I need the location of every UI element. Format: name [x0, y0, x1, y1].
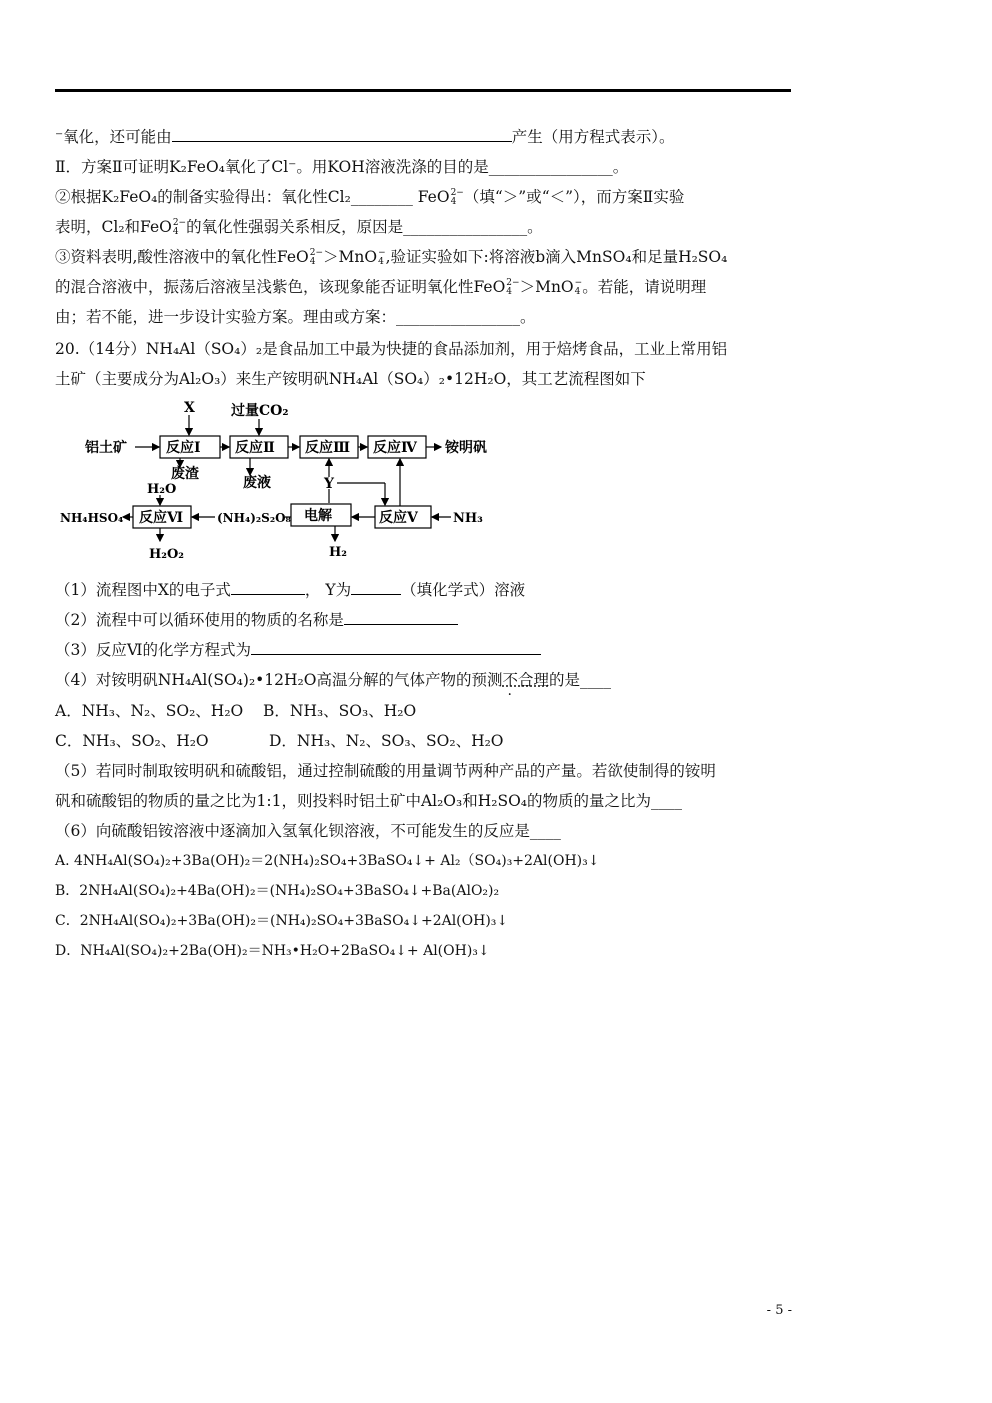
process-flowchart: [55, 395, 515, 565]
text-segment: 的氧化性强弱关系相反，原因是________________。: [186, 218, 543, 236]
ion-charge: 2− 4: [506, 278, 520, 297]
question-6: （6）向硫酸铝铵溶液中逐滴加入氢氧化钡溶液，不可能发生的反应是____: [55, 822, 561, 840]
text-segment: 的是____: [548, 671, 611, 689]
label-nh3: NH₃: [453, 511, 483, 526]
question-1: [55, 580, 525, 600]
label-nh4hso4: NH₄HSO₄: [60, 511, 124, 525]
ion-charge: 2− 4: [172, 218, 187, 237]
option-4d: D．NH₃、N₂、SO₃、SO₂、H₂O: [269, 732, 504, 750]
label-co2: 过量CO₂: [231, 403, 289, 419]
page-number: - 5 -: [766, 1303, 792, 1318]
label-r3: 反应Ⅲ: [305, 440, 351, 456]
answer-blank[interactable]: [351, 580, 401, 595]
question-2: [55, 610, 458, 630]
label-bauxite: 铝土矿: [85, 440, 127, 456]
text-line: 土矿（主要成分为Al₂O₃）来生产铵明矾NH₄Al（SO₄）₂•12H₂O，其工艺流程图如下: [55, 370, 646, 388]
label-x: X: [184, 400, 195, 416]
text-segment: （填化学式）溶液: [401, 581, 526, 599]
text-line: [55, 277, 706, 297]
option-6d: D．NH₄Al(SO₄)₂+2Ba(OH)₂＝NH₃•H₂O+2BaSO₄↓+ Al(OH)₃↓: [55, 943, 490, 959]
label-r4: 反应Ⅳ: [373, 440, 417, 456]
label-r6: 反应Ⅵ: [139, 510, 184, 526]
text-segment: （2）流程中可以循环使用的物质的名称是: [55, 611, 344, 629]
question-3: [55, 640, 541, 660]
option-6c: C．2NH₄Al(SO₄)₂+3Ba(OH)₂＝(NH₄)₂SO₄+3BaSO₄↓+2Al(OH)₃↓: [55, 913, 509, 929]
text-segment: ⁻氧化，还可能由: [55, 128, 172, 146]
answer-blank[interactable]: [231, 580, 305, 595]
emphasis-text: 不合理: [502, 671, 549, 689]
text-line: [55, 217, 543, 237]
label-r1: 反应Ⅰ: [166, 440, 201, 456]
question-5: （5）若同时制取铵明矾和硫酸铝，通过控制硫酸的用量调节两种产品的产量。若欲使制得的铵明: [55, 762, 716, 780]
header-rule: [55, 89, 791, 92]
text-segment: ②根据K₂FeO₄的制备实验得出：氧化性Cl₂________: [55, 188, 413, 206]
option-6a: A. 4NH₄Al(SO₄)₂+3Ba(OH)₂＝2(NH₄)₂SO₄+3BaSO₄↓+ Al₂（SO₄)₃+2Al(OH)₃↓: [55, 853, 600, 869]
text-segment: ,验证实验如下:将溶液b滴入MnSO₄和足量H₂SO₄: [385, 248, 728, 266]
option-6b: B．2NH₄Al(SO₄)₂+4Ba(OH)₂＝(NH₄)₂SO₄+3BaSO₄↓+Ba(AlO₂)₂: [55, 883, 500, 899]
question-5-cont: 矾和硫酸铝的物质的量之比为1:1，则投料时铝土矿中Al₂O₃和H₂SO₄的物质的量之比为____: [55, 792, 683, 810]
text-line: 由；若不能，进一步设计实验方案。理由或方案：________________。: [55, 308, 536, 326]
label-y: Y: [324, 476, 334, 492]
text-segment: ③资料表明,酸性溶液中的氧化性FeO: [55, 248, 309, 266]
text-segment: 表明，Cl₂和FeO: [55, 218, 172, 236]
text-segment: 。若能，请说明理: [582, 278, 707, 296]
text-segment: 产生（用方程式表示）。: [511, 128, 675, 146]
label-persulfate: (NH₄)₂S₂O₈: [217, 511, 291, 525]
label-electrolysis: 电解: [304, 508, 332, 524]
ion-feo4: FeO 2− 4: [417, 188, 464, 207]
text-segment: ＞MnO: [323, 248, 378, 266]
label-h2o2: H₂O₂: [149, 547, 184, 562]
label-slag: 废渣: [171, 466, 199, 482]
question-4: [55, 670, 611, 690]
text-segment: （填“＞”或“＜”），而方案Ⅱ实验: [463, 188, 685, 206]
answer-blank[interactable]: [172, 127, 512, 142]
ion-charge: − 4: [378, 248, 386, 267]
text-segment: （3）反应Ⅵ的化学方程式为: [55, 641, 251, 659]
question-20-stem: 20.（14分）NH₄Al（SO₄）₂是食品加工中最为快捷的食品添加剂，用于焙烤食品，工业上常用铝: [55, 340, 728, 358]
label-h2: H₂: [329, 545, 347, 560]
text-line: Ⅱ．方案Ⅱ可证明K₂FeO₄氧化了Cl⁻。用KOH溶液洗涤的目的是________________。: [55, 158, 629, 176]
answer-blank[interactable]: [251, 640, 541, 655]
text-line: [55, 187, 684, 207]
text-line: [55, 127, 674, 147]
text-segment: （1）流程图中X的电子式: [55, 581, 231, 599]
text-segment: 的混合溶液中，振荡后溶液呈浅紫色，该现象能否证明氧化性FeO: [55, 278, 506, 296]
ion-charge: 2− 4: [309, 248, 323, 267]
option-4c: C．NH₃、SO₂、H₂O: [55, 732, 209, 750]
option-4a: A．NH₃、N₂、SO₂、H₂O: [55, 702, 244, 720]
text-line: [55, 247, 727, 267]
text-segment: （4）对铵明矾NH₄Al(SO₄)₂•12H₂O高温分解的气体产物的预测: [55, 671, 503, 689]
label-r2: 反应Ⅱ: [235, 440, 275, 456]
answer-blank[interactable]: [344, 610, 458, 625]
option-4b: B．NH₃、SO₃、H₂O: [263, 702, 417, 720]
label-waste: 废液: [243, 475, 271, 491]
label-product: 铵明矾: [445, 440, 487, 456]
text-segment: ， Y为: [304, 581, 352, 599]
ion-charge: − 4: [574, 278, 583, 297]
label-h2o: H₂O: [147, 482, 177, 497]
text-segment: ＞MnO: [519, 278, 574, 296]
label-r5: 反应Ⅴ: [379, 510, 418, 526]
